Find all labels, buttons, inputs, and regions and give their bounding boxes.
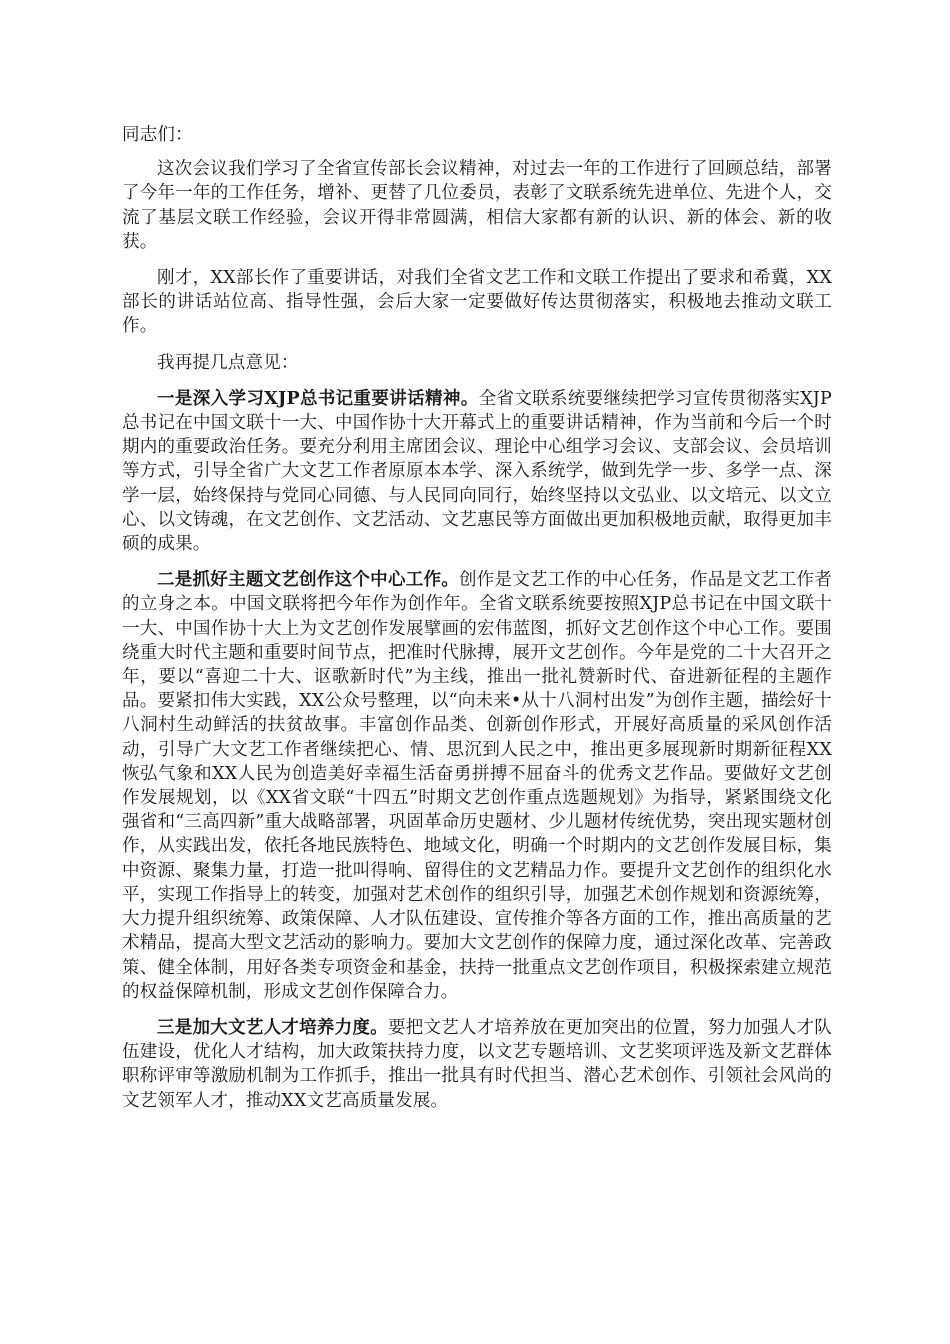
paragraph-text: 刚才，XX部长作了重要讲话，对我们全省文艺工作和文联工作提出了要求和希冀，XX部长的讲话站位高、指导性强，会后大家一定要做好传达贯彻落实，积极地去推动文联工作。: [122, 268, 832, 337]
paragraph-minister-speech: [122, 266, 832, 339]
paragraph-point-one: [122, 387, 832, 556]
paragraph-text: 要把文艺人才培养放在更加突出的位置，努力加强人才队伍建设，优化人才结构，加大政策扶持力度，以文艺专题培训、文艺奖项评选及新文艺群体职称评审等激励机制为工作抓手，推出一批具有时代担当、潜心艺术创作、引领社会风尚的文艺领军人才，推动XX文艺高质量发展。: [122, 1017, 833, 1111]
paragraph-point-three: [122, 1016, 832, 1113]
paragraph-text: 我再提几点意见：: [157, 352, 299, 373]
paragraph-text: 这次会议我们学习了全省宣传部长会议精神，对过去一年的工作进行了回顾总结，部署了今年一年的工作任务，增补、更替了几位委员，表彰了文联系统先进单位、先进个人，交流了基层文联工作经验，会议开得非常圆满，相信大家都有新的认识、新的体会、新的收获。: [122, 159, 832, 252]
paragraph-text: 全省文联系统要继续把学习宣传贯彻落实XJP总书记在中国文联十一大、中国作协十大开幕式上的重要讲话精神，作为当前和今后一个时期内的重要政治任务。要充分利用主席团会议、理论中心组学习会议、支部会议、会员培训等方式，引导全省广大文艺工作者原原本本学、深入系统学，做到先学一步、多学一点、深学一层，始终保持与党同心同德、与人民同向同行，始终坚持以文弘业、以文培元、以文立心、以文铸魂，在文艺创作、文艺活动、文艺惠民等方面做出更加积极地贡献，取得更加丰硕的成果。: [122, 388, 832, 555]
paragraph-opinions-intro: [122, 351, 832, 375]
salutation: 同志们：: [122, 125, 193, 145]
paragraph-text: 创作是文艺工作的中心任务，作品是文艺工作者的立身之本。中国文联将把今年作为创作年。全省文联系统要按照XJP总书记在中国文联十一大、中国作协十大上为文艺创作发展擘画的宏伟蓝图，抓好文艺创作这个中心工作。要围绕重大时代主题和重要时间节点，把准时代脉搏，展开文艺创作。今年是党的二十大召开之年，要以“喜迎二十大、讴歌新时代”为主线，推出一批礼赞新时代、奋进新征程的主题作品。要紧扣伟大实践，XX公众号整理，以“向未来•从十八洞村出发”为创作主题，描绘好十八洞村生动鲜活的扶贫故事。丰富创作品类、创新创作形式，开展好高质量的采风创作活动，引导广大文艺工作者继续把心、情、思沉到人民之中，推出更多展现新时期新征程XX恢弘气象和XX人民为创造美好幸福生活奋勇拼搏不屈奋斗的优秀文艺作品。要做好文艺创作发展规划，以《XX省文联“十四五”时期文艺创作重点选题规划》为指导，紧紧围绕文化强省和“三高四新”重大战略部署，巩固革命历史题材、少儿题材传统优势，突出现实题材创作，从实践出发，依托各地民族特色、地域文化，明确一个时期内的文艺创作发展目标，集中资源、聚集力量，打造一批叫得响、留得住的文艺精品力作。要提升文艺创作的组织化水平，实现工作指导上的转变，加强对艺术创作的组织引导，加强艺术创作规划和资源统筹，大力提升组织统筹、政策保障、人才队伍建设、宣传推介等各方面的工作，推出高质量的艺术精品，提高大型文艺活动的影响力。要加大文艺创作的保障力度，通过深化改革、完善政策、健全体制，用好各类专项资金和基金，扶持一批重点文艺创作项目，积极探索建立规范的权益保障机制，形成文艺创作保障合力。: [122, 570, 832, 1002]
document-body: [122, 123, 832, 1125]
paragraph-meeting-summary: [122, 157, 832, 254]
paragraph-point-two: [122, 568, 832, 1004]
paragraph-lead-heading: 一是深入学习XJP总书记重要讲话精神。: [157, 388, 479, 409]
paragraph-lead-heading: 二是抓好主题文艺创作这个中心工作。: [157, 570, 459, 591]
paragraph-lead-heading: 三是加大文艺人才培养力度。: [157, 1017, 388, 1038]
